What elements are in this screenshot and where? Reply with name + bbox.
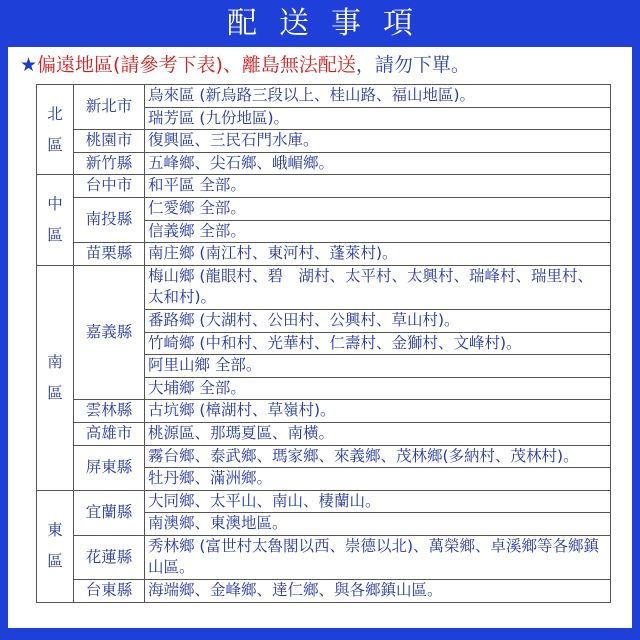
page-title: 配送事項	[227, 6, 435, 41]
county-cell: 台中市	[74, 175, 145, 198]
area-cell: 桃源區、那瑪夏區、南橫。	[145, 422, 611, 445]
content-panel	[8, 47, 632, 628]
region-cell-central: 中區	[37, 175, 74, 265]
area-cell: 梅山鄉 (龍眼村、碧 湖村、太平村、太興村、瑞峰村、瑞里村、太和村)。	[145, 265, 611, 309]
area-cell: 大埔鄉 全部。	[145, 377, 611, 400]
area-cell: 復興區、三民石門水庫。	[145, 130, 611, 153]
area-cell: 海端鄉、金峰鄉、達仁鄉、與各鄉鎮山區。	[145, 580, 611, 603]
area-cell: 和平區 全部。	[145, 175, 611, 198]
notice-instruction-text: ，請勿下單。	[355, 54, 470, 76]
table-row	[37, 197, 611, 220]
table-row	[37, 175, 611, 198]
area-cell: 五峰鄉、尖石鄉、峨嵋鄉。	[145, 152, 611, 175]
area-cell: 信義鄉 全部。	[145, 220, 611, 243]
county-cell: 桃園市	[74, 130, 145, 153]
table-row	[37, 152, 611, 175]
region-cell-south: 南區	[37, 265, 74, 490]
county-cell: 新竹縣	[74, 152, 145, 175]
star-icon: ★	[20, 54, 38, 76]
county-cell: 屏東縣	[74, 445, 145, 490]
table-row	[37, 400, 611, 423]
county-cell: 嘉義縣	[74, 265, 145, 400]
area-cell: 仁愛鄉 全部。	[145, 197, 611, 220]
area-cell: 秀林鄉 (富世村太魯閣以西、崇德以北)、萬榮鄉、卓溪鄉等各鄉鎮山區。	[145, 535, 611, 579]
table-row	[37, 265, 611, 309]
table-row	[37, 422, 611, 445]
table-row	[37, 130, 611, 153]
area-cell: 大同鄉、太平山、南山、棲蘭山。	[145, 490, 611, 513]
county-cell: 南投縣	[74, 197, 145, 242]
county-cell: 高雄市	[74, 422, 145, 445]
region-cell-north: 北區	[37, 85, 74, 175]
table-row	[37, 243, 611, 266]
area-cell: 竹崎鄉 (中和村、光華村、仁壽村、金獅村、文峰村)。	[145, 332, 611, 355]
table-row	[37, 535, 611, 579]
area-cell: 南澳鄉、東澳地區。	[145, 513, 611, 536]
area-cell: 番路鄉 (大湖村、公田村、公興村、草山村)。	[145, 309, 611, 332]
table-row	[37, 490, 611, 513]
table-row	[37, 85, 611, 108]
area-cell: 南庄鄉 (南江村、東河村、蓬萊村)。	[145, 243, 611, 266]
area-cell: 霧台鄉、泰武鄉、瑪家鄉、來義鄉、茂林鄉(多納村、茂林村)。	[145, 445, 611, 468]
table-row	[37, 445, 611, 468]
region-cell-east: 東區	[37, 490, 74, 602]
area-cell: 瑞芳區 (九份地區)。	[145, 107, 611, 130]
county-cell: 花蓮縣	[74, 535, 145, 579]
area-cell: 烏來區 (新烏路三段以上、桂山路、福山地區)。	[145, 85, 611, 108]
area-cell: 古坑鄉 (樟湖村、草嶺村)。	[145, 400, 611, 423]
table-row	[37, 580, 611, 603]
area-cell: 牡丹鄉、滿洲鄉。	[145, 468, 611, 491]
county-cell: 雲林縣	[74, 400, 145, 423]
remote-area-table	[36, 84, 611, 603]
notice-line	[20, 50, 632, 80]
notice-warning-text: 偏遠地區(請參考下表)、離島無法配送	[37, 54, 356, 76]
county-cell: 新北市	[74, 85, 145, 130]
area-cell: 阿里山鄉 全部。	[145, 355, 611, 378]
county-cell: 台東縣	[74, 580, 145, 603]
county-cell: 苗栗縣	[74, 243, 145, 266]
county-cell: 宜蘭縣	[74, 490, 145, 535]
